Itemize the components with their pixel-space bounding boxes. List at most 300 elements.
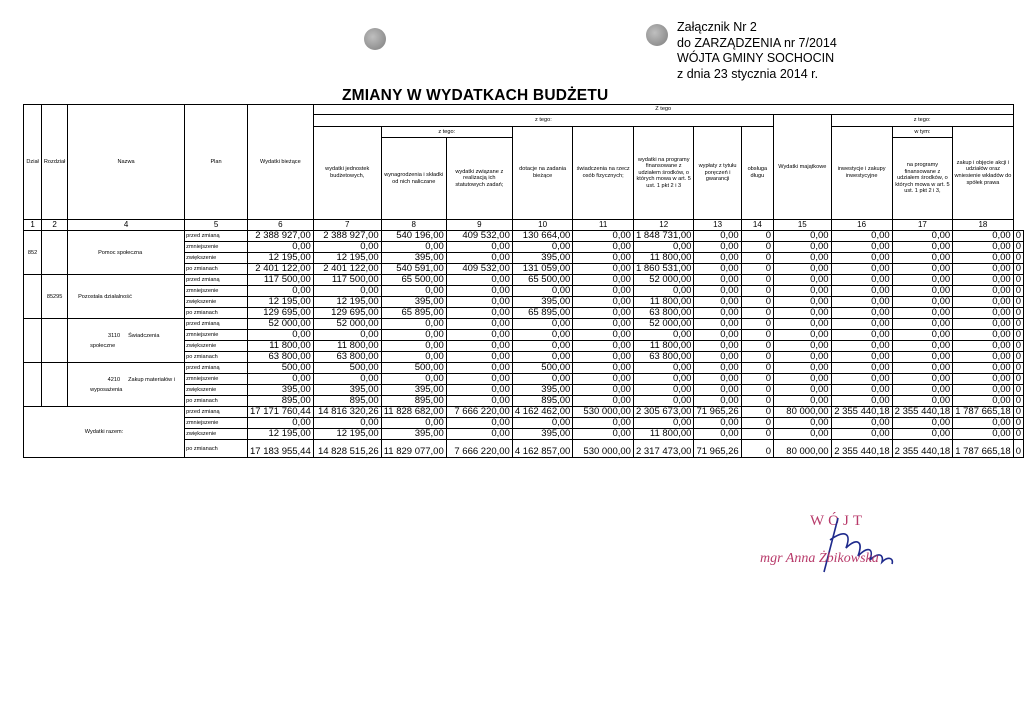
value-cell: 0,00 xyxy=(633,385,693,396)
value-cell: 52 000,00 xyxy=(633,319,693,330)
row-label: zwiększenie xyxy=(185,253,248,264)
value-cell: 2 401 122,00 xyxy=(313,264,381,275)
value-cell: 0 xyxy=(741,253,773,264)
value-cell: 0 xyxy=(741,363,773,374)
value-cell: 2 355 440,18 xyxy=(892,440,952,458)
value-cell: 0,00 xyxy=(446,319,512,330)
value-cell: 395,00 xyxy=(381,297,446,308)
value-cell: 0,00 xyxy=(953,286,1014,297)
punch-hole-left xyxy=(364,28,386,50)
col-dotacje: dotacje na zadania bieżące xyxy=(512,127,572,220)
value-cell: 0,00 xyxy=(446,253,512,264)
col-majatkowe: Wydatki majątkowe xyxy=(774,115,832,220)
value-cell: 1 787 665,18 xyxy=(953,440,1014,458)
dzial-cell xyxy=(24,275,42,319)
value-cell: 0,00 xyxy=(446,286,512,297)
value-cell: 0,00 xyxy=(313,374,381,385)
value-cell: 0,00 xyxy=(381,242,446,253)
value-cell: 0,00 xyxy=(633,374,693,385)
rozdzial-cell: 85295 xyxy=(42,275,68,319)
table-row xyxy=(24,231,1024,242)
value-cell: 0,00 xyxy=(694,242,741,253)
row-label: po zmianach xyxy=(185,264,248,275)
value-cell: 12 195,00 xyxy=(313,253,381,264)
value-cell: 0,00 xyxy=(694,231,741,242)
value-cell: 0,00 xyxy=(892,385,952,396)
stamp-name: mgr Anna Żbikowska xyxy=(760,551,879,566)
value-cell: 65 895,00 xyxy=(512,308,572,319)
header-line-4: z dnia 23 stycznia 2014 r. xyxy=(677,66,819,81)
value-cell: 12 195,00 xyxy=(248,429,314,440)
value-cell: 11 800,00 xyxy=(248,341,314,352)
colnum: 11 xyxy=(573,220,634,231)
value-cell: 0,00 xyxy=(774,363,832,374)
colnum: 14 xyxy=(741,220,773,231)
value-cell: 0,00 xyxy=(774,275,832,286)
value-cell: 0,00 xyxy=(953,297,1014,308)
value-cell: 11 828 682,00 xyxy=(381,407,446,418)
colnum: 17 xyxy=(892,220,952,231)
value-cell: 65 500,00 xyxy=(381,275,446,286)
col-jednostek: wydatki jednostek budżetowych, xyxy=(313,127,381,220)
value-cell: 0,00 xyxy=(446,429,512,440)
value-cell: 129 695,00 xyxy=(248,308,314,319)
col-wynagrodzenia: wynagrodzenia i składki od nich naliczane xyxy=(381,138,446,220)
value-cell: 0,00 xyxy=(774,429,832,440)
value-cell: 0 xyxy=(1013,418,1023,429)
value-cell: 0 xyxy=(741,374,773,385)
value-cell: 0 xyxy=(1013,385,1023,396)
value-cell: 0,00 xyxy=(831,319,892,330)
value-cell: 0,00 xyxy=(831,286,892,297)
value-cell: 500,00 xyxy=(248,363,314,374)
value-cell: 0,00 xyxy=(694,297,741,308)
value-cell: 0,00 xyxy=(831,275,892,286)
value-cell: 0,00 xyxy=(892,253,952,264)
value-cell: 500,00 xyxy=(313,363,381,374)
value-cell: 0,00 xyxy=(694,352,741,363)
value-cell: 0 xyxy=(1013,297,1023,308)
value-cell: 0 xyxy=(1013,429,1023,440)
col-w-tym: w tym: xyxy=(892,127,952,138)
value-cell: 0 xyxy=(741,341,773,352)
budget-table xyxy=(23,104,1024,458)
value-cell: 0,00 xyxy=(953,429,1014,440)
dzial-cell xyxy=(24,319,42,363)
col-z-tego-sub: z tego: xyxy=(381,127,512,138)
value-cell: 0,00 xyxy=(381,341,446,352)
value-cell: 0 xyxy=(1013,352,1023,363)
value-cell: 117 500,00 xyxy=(248,275,314,286)
value-cell: 0,00 xyxy=(774,396,832,407)
paragraf-code: 4210 xyxy=(107,376,121,383)
value-cell: 395,00 xyxy=(512,253,572,264)
col-z-tego-left: z tego: xyxy=(313,115,773,127)
colnum: 1 xyxy=(24,220,42,231)
value-cell: 80 000,00 xyxy=(774,407,832,418)
value-cell: 12 195,00 xyxy=(248,253,314,264)
row-label: zwiększenie xyxy=(185,341,248,352)
value-cell: 0,00 xyxy=(573,429,634,440)
value-cell: 0 xyxy=(741,286,773,297)
colnum: 8 xyxy=(381,220,446,231)
value-cell: 0,00 xyxy=(512,330,572,341)
value-cell: 0,00 xyxy=(446,363,512,374)
value-cell: 0,00 xyxy=(953,319,1014,330)
value-cell: 17 171 760,44 xyxy=(248,407,314,418)
value-cell: 0,00 xyxy=(633,418,693,429)
value-cell: 0,00 xyxy=(512,341,572,352)
table-row xyxy=(24,363,1024,374)
value-cell: 0,00 xyxy=(774,341,832,352)
value-cell: 0 xyxy=(741,264,773,275)
value-cell: 0,00 xyxy=(953,363,1014,374)
punch-hole-right xyxy=(646,24,668,46)
value-cell: 395,00 xyxy=(248,385,314,396)
value-cell: 0 xyxy=(741,242,773,253)
name-text: Zakup materiałów i wyposażenia xyxy=(90,376,176,393)
value-cell: 0,00 xyxy=(313,242,381,253)
value-cell: 0,00 xyxy=(446,374,512,385)
colnum: 18 xyxy=(953,220,1014,231)
table-row xyxy=(24,319,1024,330)
value-cell: 500,00 xyxy=(512,363,572,374)
value-cell: 2 305 673,00 xyxy=(633,407,693,418)
value-cell: 0,00 xyxy=(953,352,1014,363)
value-cell: 0,00 xyxy=(573,319,634,330)
value-cell: 14 816 320,26 xyxy=(313,407,381,418)
value-cell: 530 000,00 xyxy=(573,407,634,418)
value-cell: 0,00 xyxy=(446,352,512,363)
value-cell: 0,00 xyxy=(248,374,314,385)
value-cell: 0 xyxy=(1013,396,1023,407)
value-cell: 395,00 xyxy=(381,385,446,396)
value-cell: 80 000,00 xyxy=(774,440,832,458)
value-cell: 0,00 xyxy=(953,242,1014,253)
col-programy-2: na programy finansowane z udziałem środków, o których mowa w art. 5 ust. 1 pkt 2 i 3, xyxy=(892,138,952,220)
value-cell: 0,00 xyxy=(381,319,446,330)
value-cell: 500,00 xyxy=(381,363,446,374)
value-cell: 0,00 xyxy=(694,396,741,407)
value-cell: 0,00 xyxy=(573,275,634,286)
colnum: 15 xyxy=(774,220,832,231)
value-cell: 895,00 xyxy=(512,396,572,407)
value-cell: 0 xyxy=(741,275,773,286)
value-cell: 0 xyxy=(741,396,773,407)
total-label: Wydatki razem: xyxy=(24,407,185,458)
value-cell: 63 800,00 xyxy=(248,352,314,363)
value-cell: 395,00 xyxy=(381,253,446,264)
value-cell: 0,00 xyxy=(573,286,634,297)
colnum: 6 xyxy=(248,220,314,231)
value-cell: 65 895,00 xyxy=(381,308,446,319)
value-cell: 2 388 927,00 xyxy=(313,231,381,242)
value-cell: 0 xyxy=(1013,319,1023,330)
col-akcje: zakup i objęcie akcji i udziałów oraz wniesienie wkładów do spółek prawa xyxy=(953,127,1014,220)
value-cell: 0,00 xyxy=(892,231,952,242)
col-nazwa: Nazwa xyxy=(68,105,185,220)
colnum: 10 xyxy=(512,220,572,231)
value-cell: 0,00 xyxy=(831,363,892,374)
value-cell: 0,00 xyxy=(573,385,634,396)
header-line-3: WÓJTA GMINY SOCHOCIN xyxy=(677,51,835,65)
value-cell: 2 317 473,00 xyxy=(633,440,693,458)
signature-stamp xyxy=(760,500,930,590)
value-cell: 0 xyxy=(741,319,773,330)
value-cell: 0,00 xyxy=(313,418,381,429)
value-cell: 0 xyxy=(1013,440,1023,458)
colnum: 9 xyxy=(446,220,512,231)
value-cell: 0,00 xyxy=(633,286,693,297)
value-cell: 0,00 xyxy=(953,341,1014,352)
value-cell: 1 848 731,00 xyxy=(633,231,693,242)
value-cell: 0,00 xyxy=(573,341,634,352)
value-cell: 11 829 077,00 xyxy=(381,440,446,458)
value-cell: 0,00 xyxy=(694,308,741,319)
value-cell: 0,00 xyxy=(831,341,892,352)
value-cell: 0,00 xyxy=(892,396,952,407)
value-cell: 0,00 xyxy=(446,308,512,319)
value-cell: 0,00 xyxy=(892,319,952,330)
paragraf-code: 3110 xyxy=(108,332,121,339)
value-cell: 530 000,00 xyxy=(573,440,634,458)
value-cell: 0,00 xyxy=(248,418,314,429)
colnum: 12 xyxy=(633,220,693,231)
value-cell: 0,00 xyxy=(831,231,892,242)
value-cell: 0,00 xyxy=(694,275,741,286)
value-cell: 0,00 xyxy=(953,396,1014,407)
col-swiadczenia: świadczenia na rzecz osób fizycznych; xyxy=(573,127,634,220)
value-cell: 4 162 462,00 xyxy=(512,407,572,418)
value-cell: 0,00 xyxy=(953,330,1014,341)
value-cell: 130 664,00 xyxy=(512,231,572,242)
row-label: po zmianach xyxy=(185,352,248,363)
value-cell: 0,00 xyxy=(831,385,892,396)
value-cell: 0,00 xyxy=(381,418,446,429)
value-cell: 0,00 xyxy=(953,231,1014,242)
dzial-cell: 852 xyxy=(24,231,42,275)
colnum: 13 xyxy=(694,220,741,231)
value-cell: 0,00 xyxy=(573,297,634,308)
value-cell: 0 xyxy=(1013,264,1023,275)
col-dzial: Dział xyxy=(24,105,42,220)
col-inwestycje: inwestycje i zakupy inwestycyjne xyxy=(831,127,892,220)
value-cell: 52 000,00 xyxy=(313,319,381,330)
value-cell: 0,00 xyxy=(694,418,741,429)
value-cell: 0,00 xyxy=(573,264,634,275)
value-cell: 540 196,00 xyxy=(381,231,446,242)
value-cell: 0 xyxy=(1013,407,1023,418)
value-cell: 1 787 665,18 xyxy=(953,407,1014,418)
value-cell: 0,00 xyxy=(694,253,741,264)
value-cell: 0,00 xyxy=(694,286,741,297)
value-cell: 63 800,00 xyxy=(633,352,693,363)
name-text: Pomoc społeczna xyxy=(98,249,143,256)
value-cell: 0 xyxy=(1013,308,1023,319)
value-cell: 0 xyxy=(741,330,773,341)
value-cell: 0,00 xyxy=(512,286,572,297)
row-label: zmniejszenie xyxy=(185,330,248,341)
value-cell: 0 xyxy=(741,440,773,458)
value-cell: 0,00 xyxy=(313,330,381,341)
value-cell: 0 xyxy=(741,231,773,242)
colnum: 4 xyxy=(68,220,185,231)
value-cell: 129 695,00 xyxy=(313,308,381,319)
value-cell: 0,00 xyxy=(953,418,1014,429)
value-cell: 0 xyxy=(741,418,773,429)
value-cell: 0,00 xyxy=(774,297,832,308)
value-cell: 11 800,00 xyxy=(633,429,693,440)
value-cell: 0 xyxy=(1013,341,1023,352)
value-cell: 0,00 xyxy=(248,330,314,341)
value-cell: 0,00 xyxy=(694,319,741,330)
value-cell: 0,00 xyxy=(892,341,952,352)
value-cell: 0 xyxy=(1013,231,1023,242)
value-cell: 63 800,00 xyxy=(633,308,693,319)
value-cell: 11 800,00 xyxy=(313,341,381,352)
value-cell: 0,00 xyxy=(446,297,512,308)
value-cell: 0,00 xyxy=(446,275,512,286)
value-cell: 0,00 xyxy=(774,352,832,363)
value-cell: 0,00 xyxy=(446,341,512,352)
row-label: zmniejszenie xyxy=(185,418,248,429)
row-label: zmniejszenie xyxy=(185,242,248,253)
value-cell: 71 965,26 xyxy=(694,440,741,458)
value-cell: 0 xyxy=(741,352,773,363)
value-cell: 0,00 xyxy=(573,374,634,385)
value-cell: 0,00 xyxy=(512,418,572,429)
colnum: 2 xyxy=(42,220,68,231)
rozdzial-cell xyxy=(42,319,68,363)
document-title: ZMIANY W WYDATKACH BUDŻETU xyxy=(342,87,609,104)
row-label: po zmianach xyxy=(185,396,248,407)
value-cell: 395,00 xyxy=(512,385,572,396)
col-statutowe: wydatki związane z realizacją ich statutowych zadań; xyxy=(446,138,512,220)
value-cell: 395,00 xyxy=(381,429,446,440)
value-cell: 0,00 xyxy=(633,242,693,253)
value-cell: 0,00 xyxy=(694,264,741,275)
value-cell: 12 195,00 xyxy=(313,297,381,308)
value-cell: 0,00 xyxy=(892,374,952,385)
col-plan: Plan xyxy=(185,105,248,220)
value-cell: 0,00 xyxy=(831,352,892,363)
value-cell: 65 500,00 xyxy=(512,275,572,286)
value-cell: 0 xyxy=(741,407,773,418)
value-cell: 17 183 955,44 xyxy=(248,440,314,458)
colnum: 7 xyxy=(313,220,381,231)
value-cell: 7 666 220,00 xyxy=(446,440,512,458)
table-row xyxy=(24,275,1024,286)
value-cell: 63 800,00 xyxy=(313,352,381,363)
value-cell: 2 355 440,18 xyxy=(831,440,892,458)
name-cell xyxy=(68,275,185,319)
value-cell: 0,00 xyxy=(892,330,952,341)
value-cell: 0,00 xyxy=(953,253,1014,264)
value-cell: 0,00 xyxy=(248,242,314,253)
value-cell: 0,00 xyxy=(892,264,952,275)
value-cell: 11 800,00 xyxy=(633,297,693,308)
value-cell: 2 388 927,00 xyxy=(248,231,314,242)
value-cell: 0,00 xyxy=(381,374,446,385)
value-cell: 71 965,26 xyxy=(694,407,741,418)
value-cell: 0,00 xyxy=(573,363,634,374)
value-cell: 0,00 xyxy=(446,330,512,341)
name-cell xyxy=(68,363,185,407)
value-cell: 0,00 xyxy=(892,297,952,308)
value-cell: 0,00 xyxy=(892,429,952,440)
value-cell: 0,00 xyxy=(774,286,832,297)
value-cell: 0,00 xyxy=(446,418,512,429)
name-text: Pozostała działalność xyxy=(78,293,132,300)
value-cell: 0,00 xyxy=(953,374,1014,385)
value-cell: 0,00 xyxy=(831,396,892,407)
value-cell: 0,00 xyxy=(694,330,741,341)
row-label: zmniejszenie xyxy=(185,374,248,385)
value-cell: 0,00 xyxy=(313,286,381,297)
value-cell: 0,00 xyxy=(248,286,314,297)
value-cell: 0,00 xyxy=(774,264,832,275)
value-cell: 0,00 xyxy=(892,286,952,297)
name-cell xyxy=(68,231,185,275)
value-cell: 0,00 xyxy=(831,297,892,308)
value-cell: 395,00 xyxy=(313,385,381,396)
value-cell: 0,00 xyxy=(831,253,892,264)
value-cell: 0,00 xyxy=(892,363,952,374)
name-cell xyxy=(68,319,185,363)
value-cell: 0 xyxy=(741,308,773,319)
value-cell: 52 000,00 xyxy=(633,275,693,286)
value-cell: 0,00 xyxy=(512,319,572,330)
row-label: po zmianach xyxy=(185,440,248,458)
value-cell: 409 532,00 xyxy=(446,264,512,275)
value-cell: 117 500,00 xyxy=(313,275,381,286)
value-cell: 0 xyxy=(1013,286,1023,297)
rozdzial-cell xyxy=(42,231,68,275)
col-z-tego-top: Z tego xyxy=(313,105,1013,115)
value-cell: 0,00 xyxy=(633,396,693,407)
value-cell: 0,00 xyxy=(573,242,634,253)
value-cell: 395,00 xyxy=(512,297,572,308)
value-cell: 0,00 xyxy=(446,385,512,396)
stamp-title: WÓJT xyxy=(810,513,866,529)
value-cell: 0,00 xyxy=(774,242,832,253)
value-cell: 0,00 xyxy=(446,396,512,407)
value-cell: 0,00 xyxy=(694,363,741,374)
value-cell: 0 xyxy=(741,429,773,440)
value-cell: 0,00 xyxy=(573,396,634,407)
value-cell: 0,00 xyxy=(774,231,832,242)
value-cell: 0,00 xyxy=(573,253,634,264)
colnum: 16 xyxy=(831,220,892,231)
value-cell: 0,00 xyxy=(892,242,952,253)
row-label: po zmianach xyxy=(185,308,248,319)
value-cell: 0 xyxy=(1013,253,1023,264)
value-cell: 0,00 xyxy=(381,330,446,341)
row-label: przed zmianą xyxy=(185,407,248,418)
value-cell: 0,00 xyxy=(381,352,446,363)
value-cell: 2 401 122,00 xyxy=(248,264,314,275)
value-cell: 0,00 xyxy=(892,275,952,286)
value-cell: 11 800,00 xyxy=(633,341,693,352)
value-cell: 0,00 xyxy=(512,374,572,385)
row-label: zwiększenie xyxy=(185,385,248,396)
value-cell: 0,00 xyxy=(774,319,832,330)
value-cell: 0,00 xyxy=(633,330,693,341)
row-label: zmniejszenie xyxy=(185,286,248,297)
value-cell: 0,00 xyxy=(774,418,832,429)
col-rozdzial: Rozdział xyxy=(42,105,68,220)
value-cell: 409 532,00 xyxy=(446,231,512,242)
